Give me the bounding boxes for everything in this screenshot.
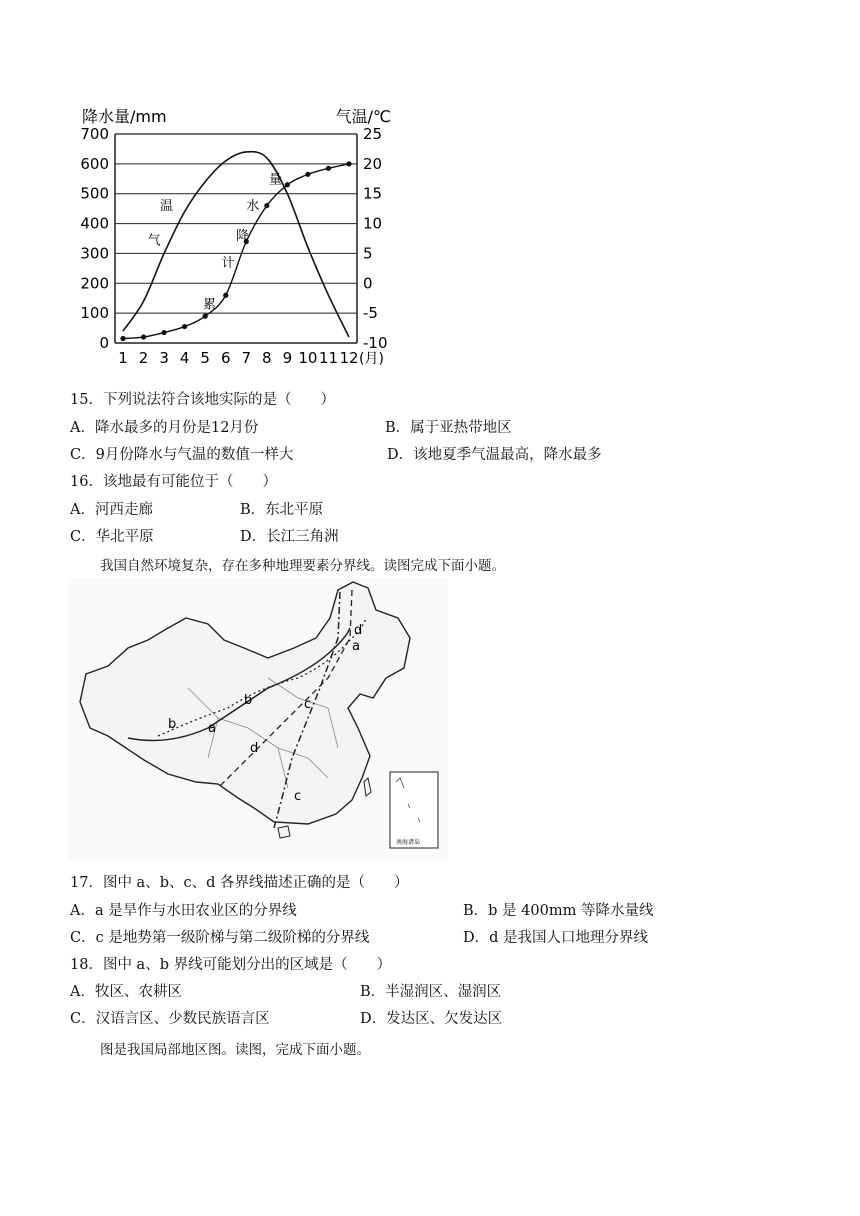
precipitation-point [264, 203, 269, 208]
precipitation-annotation: 降 [236, 228, 250, 244]
left-tick-label: 400 [80, 214, 109, 233]
map-label-c-south: c [294, 789, 302, 804]
q17-option-b[interactable]: B．b 是 400mm 等降水量线 [463, 903, 654, 919]
map-label-d: d [250, 741, 259, 756]
q15-option-a[interactable]: A．降水最多的月份是12月份 [70, 420, 259, 436]
precipitation-point [346, 161, 351, 166]
precipitation-point [203, 314, 208, 319]
precipitation-annotation: 计 [221, 255, 235, 271]
right-tick-label: 5 [363, 244, 373, 263]
x-tick-label: 10 [298, 349, 318, 367]
precipitation-annotation: 累 [203, 297, 217, 313]
left-tick-label: 0 [99, 334, 109, 352]
map-label-b-west: b [168, 717, 177, 732]
map-label-a-west: a [208, 721, 216, 736]
x-tick-label: 11 [318, 349, 339, 367]
q15-option-b[interactable]: B．属于亚热带地区 [385, 420, 512, 436]
left-axis-title: 降水量/mm [82, 107, 167, 126]
map-label-b: b [244, 693, 253, 708]
right-tick-label: -5 [363, 304, 378, 323]
q18-option-a[interactable]: A．牧区、农耕区 [70, 984, 182, 1000]
left-tick-label: 200 [80, 274, 109, 293]
x-tick-label: 12 [339, 349, 359, 367]
left-tick-label: 300 [80, 244, 109, 263]
q15-option-d[interactable]: D．该地夏季气温最高，降水最多 [387, 447, 602, 463]
precipitation-point [326, 166, 331, 171]
left-tick-label: 100 [80, 304, 109, 323]
south-china-sea-inset [390, 772, 438, 848]
x-tick-label: 8 [262, 349, 272, 367]
x-tick-label: 4 [179, 349, 190, 367]
x-tick-label: 5 [200, 349, 210, 367]
left-tick-label: 700 [80, 125, 109, 143]
precipitation-line [123, 164, 349, 339]
right-tick-label: 20 [363, 154, 383, 173]
q17-option-c[interactable]: C．c 是地势第一级阶梯与第二级阶梯的分界线 [70, 930, 370, 946]
q15-stem: 15．下列说法符合该地实际的是（ ） [70, 392, 335, 408]
x-tick-label: 3 [159, 349, 169, 367]
x-tick-label: 9 [282, 349, 293, 367]
q18-option-b[interactable]: B．半湿润区、湿润区 [360, 984, 502, 1000]
map-label-d-east: d [354, 623, 363, 638]
map-intro: 我国自然环境复杂，存在多种地理要素分界线。读图完成下面小题。 [100, 558, 505, 574]
precipitation-point [120, 336, 125, 341]
china-boundary-map [68, 578, 448, 860]
precipitation-point [305, 172, 310, 177]
q16-option-b[interactable]: B．东北平原 [240, 502, 324, 518]
map-label-c-north: c [304, 697, 312, 712]
right-axis-title: 气温/℃ [335, 107, 391, 126]
map-label-a-east: a [352, 639, 360, 654]
precipitation-annotation: 水 [246, 199, 260, 215]
climate-chart [70, 100, 400, 375]
x-tick-label: 7 [241, 349, 252, 367]
precipitation-point [285, 182, 290, 187]
x-unit-label: (月) [359, 351, 384, 367]
temperature-annotation: 温 [159, 199, 173, 215]
precipitation-point [141, 334, 146, 339]
x-tick-label: 6 [220, 349, 231, 367]
right-tick-label: -10 [363, 334, 388, 352]
left-tick-label: 600 [80, 154, 109, 173]
q18-stem: 18．图中 a、b 界线可能划分出的区域是（ ） [70, 957, 392, 973]
q17-stem: 17．图中 a、b、c、d 各界线描述正确的是（ ） [70, 875, 409, 891]
precipitation-point [223, 293, 228, 298]
q16-option-a[interactable]: A．河西走廊 [70, 502, 153, 518]
temperature-annotation: 气 [147, 233, 161, 249]
next-intro: 图是我国局部地区图。读图，完成下面小题。 [100, 1042, 370, 1058]
x-tick-label: 2 [138, 349, 149, 367]
q18-option-d[interactable]: D．发达区、欠发达区 [360, 1011, 503, 1027]
q17-option-d[interactable]: D．d 是我国人口地理分界线 [463, 930, 649, 946]
right-tick-label: 25 [363, 125, 383, 143]
inset-label: 南海诸岛 [396, 839, 421, 846]
hainan-island [278, 826, 290, 838]
right-tick-label: 0 [363, 274, 373, 293]
q16-option-d[interactable]: D．长江三角洲 [240, 529, 339, 545]
right-tick-label: 15 [363, 184, 383, 203]
left-tick-label: 500 [80, 184, 109, 203]
q18-option-c[interactable]: C．汉语言区、少数民族语言区 [70, 1011, 270, 1027]
precipitation-point [182, 324, 187, 329]
q17-option-a[interactable]: A．a 是旱作与水田农业区的分界线 [70, 903, 297, 919]
precipitation-annotation: 量 [268, 172, 282, 188]
q15-option-c[interactable]: C．9月份降水与气温的数值一样大 [70, 447, 294, 463]
right-tick-label: 10 [363, 214, 383, 233]
precipitation-point [161, 330, 166, 335]
q16-stem: 16．该地最有可能位于（ ） [70, 474, 277, 490]
x-tick-label: 1 [118, 349, 128, 367]
q16-option-c[interactable]: C．华北平原 [70, 529, 154, 545]
